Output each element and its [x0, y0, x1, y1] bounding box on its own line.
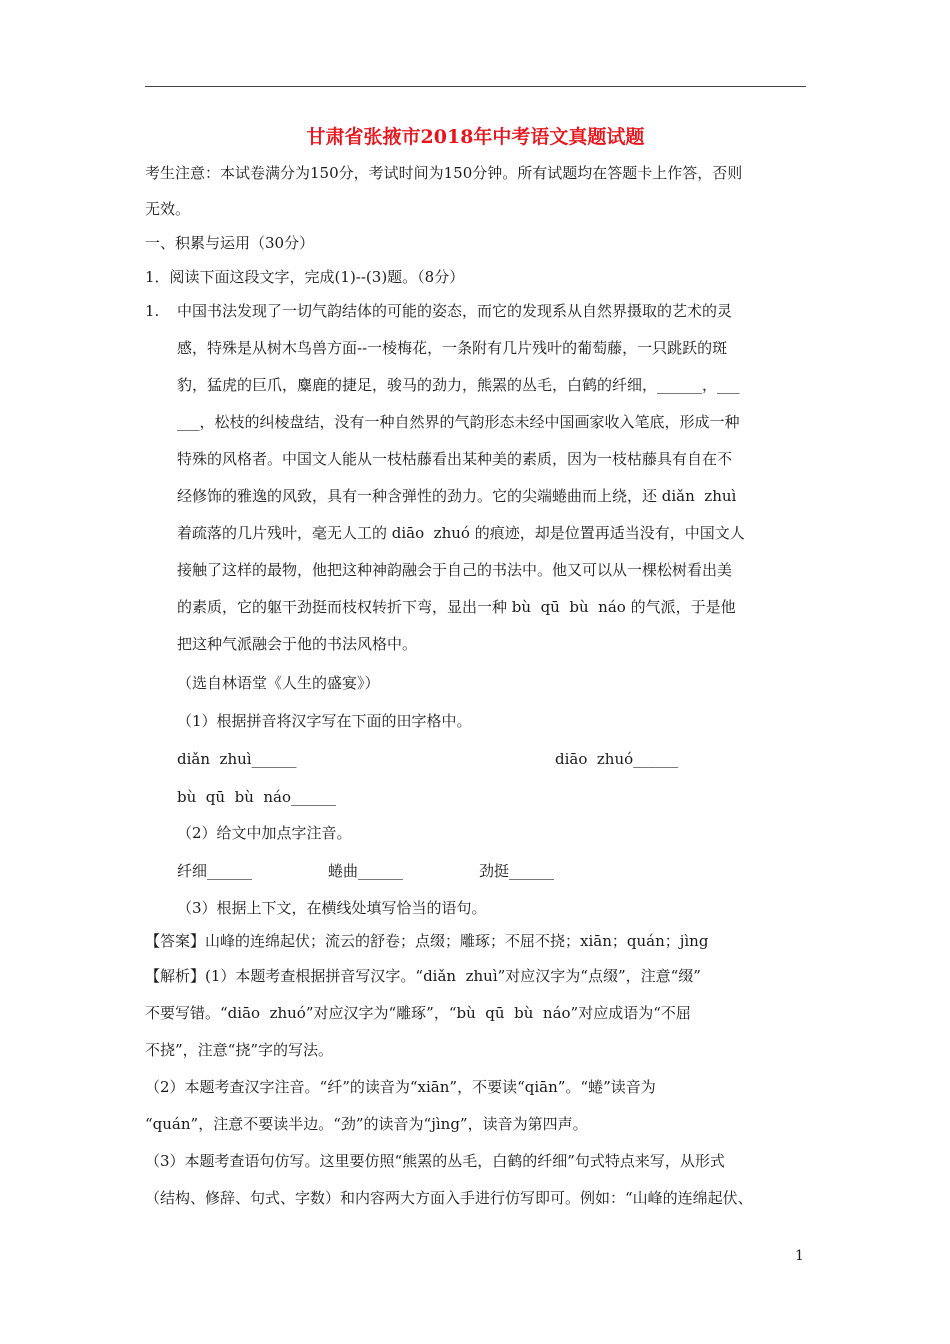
passage-source: （选自林语堂《人生的盛宴》） — [177, 674, 380, 692]
passage-line: 接触了这样的最物，他把这种神韵融会于自己的书法中。他又可以从一棵松树看出美 — [177, 561, 733, 579]
passage-line: 着疏落的几片残叶，毫无人工的 diāo zhuó 的痕迹，却是位置再适当没有，中国文人 — [177, 524, 745, 542]
header-rule — [145, 86, 806, 87]
char-blank-2: 蜷曲______ — [328, 862, 404, 880]
analysis-line: （2）本题考查汉字注音。“纤”的读音为“xiān”，不要读“qiān”。“蜷”读音为 — [145, 1078, 656, 1096]
pinyin-blank-3: bù qū bù náo______ — [177, 788, 337, 806]
passage-line: 经修饰的雅逸的风致，具有一种含弹性的劲力。它的尖端蜷曲而上绕，还 diǎn zhuì — [177, 487, 737, 505]
analysis-line: （3）本题考查语句仿写。这里要仿照“熊罴的丛毛，白鹤的纤细”句式特点来写，从形式 — [145, 1152, 725, 1170]
pinyin-blank-1: diǎn zhuì______ — [177, 750, 297, 768]
sub-question-3: （3）根据上下文，在横线处填写恰当的语句。 — [177, 899, 487, 917]
char-blank-3: 劲挺______ — [479, 862, 555, 880]
passage-line: 中国书法发现了一切气韵结体的可能的姿态，而它的发现系从自然界摄取的艺术的灵 — [177, 302, 733, 320]
section-heading: 一、积累与运用（30分） — [145, 234, 315, 252]
page-number: 1 — [795, 1248, 804, 1264]
passage-line: 感，特殊是从树木鸟兽方面--一棱梅花，一条附有几片残叶的葡萄藤，一只跳跃的斑 — [177, 339, 728, 357]
analysis-line: “quán”，注意不要读半边。“劲”的读音为“jìng”，读音为第四声。 — [145, 1115, 588, 1133]
passage-line: 豹，猛虎的巨爪，麋鹿的捷足，骏马的劲力，熊罴的丛毛，白鹤的纤细，______，___ — [177, 376, 740, 394]
pinyin-blank-2: diāo zhuó______ — [555, 750, 679, 768]
question-intro: 1．阅读下面这段文字，完成(1)--(3)题。（8分） — [145, 268, 465, 286]
passage-number: 1. — [145, 302, 160, 320]
char-blank-1: 纤细______ — [177, 862, 253, 880]
analysis-line: 不挠”，注意“挠”字的写法。 — [145, 1041, 334, 1059]
analysis-line: 【解析】(1）本题考查根据拼音写汉字。“diǎn zhuì”对应汉字为“点缀”，注意“缀” — [145, 967, 701, 985]
notice-line-1: 考生注意：本试卷满分为150分，考试时间为150分钟。所有试题均在答题卡上作答，否则 — [145, 164, 743, 182]
notice-line-2: 无效。 — [145, 200, 191, 218]
passage-line: 的素质，它的躯干劲挺而枝权转折下弯，显出一种 bù qū bù náo 的气派，于是他 — [177, 598, 736, 616]
passage-line: ___，松枝的纠棱盘结，没有一种自然界的气韵形态未经中国画家收入笔底，形成一种 — [177, 413, 740, 431]
answer-line: 【答案】山峰的连绵起伏；流云的舒卷；点缀；雕琢；不屈不挠；xiān；quán；jìng — [145, 932, 709, 950]
document-title: 甘肃省张掖市2018年中考语文真题试题 — [306, 126, 645, 148]
sub-question-1: （1）根据拼音将汉字写在下面的田字格中。 — [177, 712, 472, 730]
passage-line: 特殊的风格者。中国文人能从一枝枯藤看出某种美的素质，因为一枝枯藤具有自在不 — [177, 450, 733, 468]
analysis-line: （结构、修辞、句式、字数）和内容两大方面入手进行仿写即可。例如：“山峰的连绵起伏、 — [145, 1189, 753, 1207]
passage-line: 把这种气派融会于他的书法风格中。 — [177, 635, 418, 653]
analysis-line: 不要写错。“diāo zhuó”对应汉字为“雕琢”，“bù qū bù náo”对应成语为“不屈 — [145, 1004, 691, 1022]
sub-question-2: （2）给文中加点字注音。 — [177, 824, 352, 842]
